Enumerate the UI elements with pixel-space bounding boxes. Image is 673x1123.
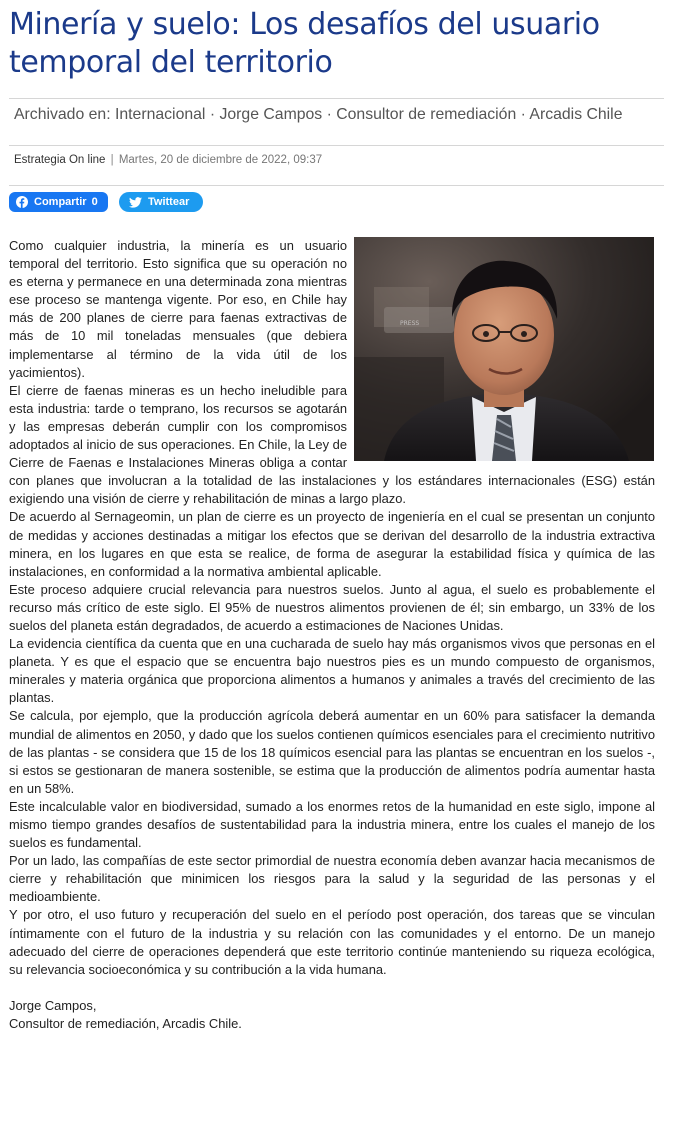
facebook-icon <box>16 196 28 208</box>
article-paragraph: Como cualquier industria, la minería es un usuario temporal del territorio. Esto significa que su operación no es eterna y permanece en una determinada zona mientras ese proceso se mantenga vigente. Por eso, en Chile hay más de 200 planes de cierre para faenas extractivas de más de 10 mil toneladas mensuales (que debiera implementarse al término de la vida útil de los yacimientos). <box>9 238 347 380</box>
twitter-share-button[interactable] <box>119 192 203 212</box>
facebook-share-button[interactable] <box>9 192 108 212</box>
author-signature <box>9 997 655 1033</box>
article-meta <box>9 146 664 186</box>
signature-name: Jorge Campos, <box>9 997 97 1013</box>
article-title: Minería y suelo: Los desafíos del usuario temporal del territorio <box>9 7 600 80</box>
signature-role: Consultor de remediación, Arcadis Chile. <box>9 1015 242 1031</box>
article-paragraph: De acuerdo al Sernageomin, un plan de cierre es un proyecto de ingeniería en el cual se presentan un conjunto de medidas y acciones destinadas a mitigar los efectos que se derivan del desarrollo de la industria extractiva minera, en los lugares en que esta se realice, de forma de asegurar la estabilidad física y química de las instalaciones, en conformidad a la normativa ambiental aplicable. <box>9 509 655 579</box>
article-paragraph: Por un lado, las compañías de este sector primordial de nuestra economía deben avanzar hacia mecanismos de cierre y rehabilitación que minimicen los riesgos para la salud y la seguridad de las personas y el medioambiente. <box>9 853 655 905</box>
twitter-share-label: Twittear <box>148 196 190 208</box>
facebook-share-count: 0 <box>91 196 98 208</box>
article-body <box>9 237 655 1033</box>
article-paragraph: Se calcula, por ejemplo, que la producción agrícola deberá aumentar en un 60% para satisfacer la demanda mundial de alimentos en 2050, y dado que los suelos contienen químicos esenciales para el crecimiento nutritivo de las plantas - se considera que 15 de los 18 químicos esencial para las plantas se encuentran en los suelos -, si estos se gestionaran de manera sostenible, se estima que la producción de alimentos podría aumentar hasta en un 58%. <box>9 708 655 796</box>
archive-tags: Archivado en: Internacional · Jorge Campos · Consultor de remediación · Arcadis Chile <box>9 98 664 146</box>
article-paragraph: El cierre de faenas mineras es un hecho ineludible para esta industria: tarde o temprano, los recursos se agotarán y las empresas deberán cumplir con los compromisos adoptados al inicio de sus operaciones. En Chile, la Ley de Cierre de Faenas e Instalaciones Mineras obliga a contar con planes que involucran a la totalidad de las instalaciones y los estándares internacionales (ESG) están exigiendo una visión de cierre y rehabilitación de minas a largo plazo. <box>9 382 655 507</box>
publish-date: Martes, 20 de diciembre de 2022, 09:37 <box>118 154 323 166</box>
press-badge-text: PRESS <box>400 320 420 327</box>
article-paragraph: Y por otro, el uso futuro y recuperación del suelo en el período post operación, dos tareas que se vinculan íntimamente con el futuro de la industria y su relación con las comunidades y el entorno. De un manejo adecuado del cierre de operaciones dependerá que este territorio continúe manteniendo su riqueza ecológica, su relevancia socioeconómica y su contribución a la vida humana. <box>9 907 655 977</box>
facebook-share-label: Compartir <box>34 196 87 208</box>
meta-separator: | <box>110 154 114 166</box>
article-paragraph: Este proceso adquiere crucial relevancia para nuestros suelos. Junto al agua, el suelo es probablemente el recurso más crítico de este siglo. El 95% de nuestros alimentos provienen de él; sin embargo, un 33% de los suelos del planeta están degradados, de acuerdo a estimaciones de Naciones Unidas. <box>9 581 655 633</box>
photo-spacer <box>355 237 655 465</box>
article-paragraph: Este incalculable valor en biodiversidad, sumado a los enormes retos de la humanidad en este siglo, impone al mismo tiempo grandes desafíos de sustentabilidad para la industria minera, entre los cuales el manejo de los suelos es fundamental. <box>9 798 655 851</box>
source-label[interactable]: Estrategia On line <box>14 154 106 166</box>
article-paragraph: La evidencia científica da cuenta que en una cucharada de suelo hay más organismos vivos que personas en el planeta. Y es que el espacio que se encuentra bajo nuestros pies es un mundo compuesto de organismos, minerales y materia orgánica que proporciona alimentos a humanos y animales a través del crecimiento de las plantas. <box>9 636 655 706</box>
twitter-bird-icon <box>129 197 142 208</box>
